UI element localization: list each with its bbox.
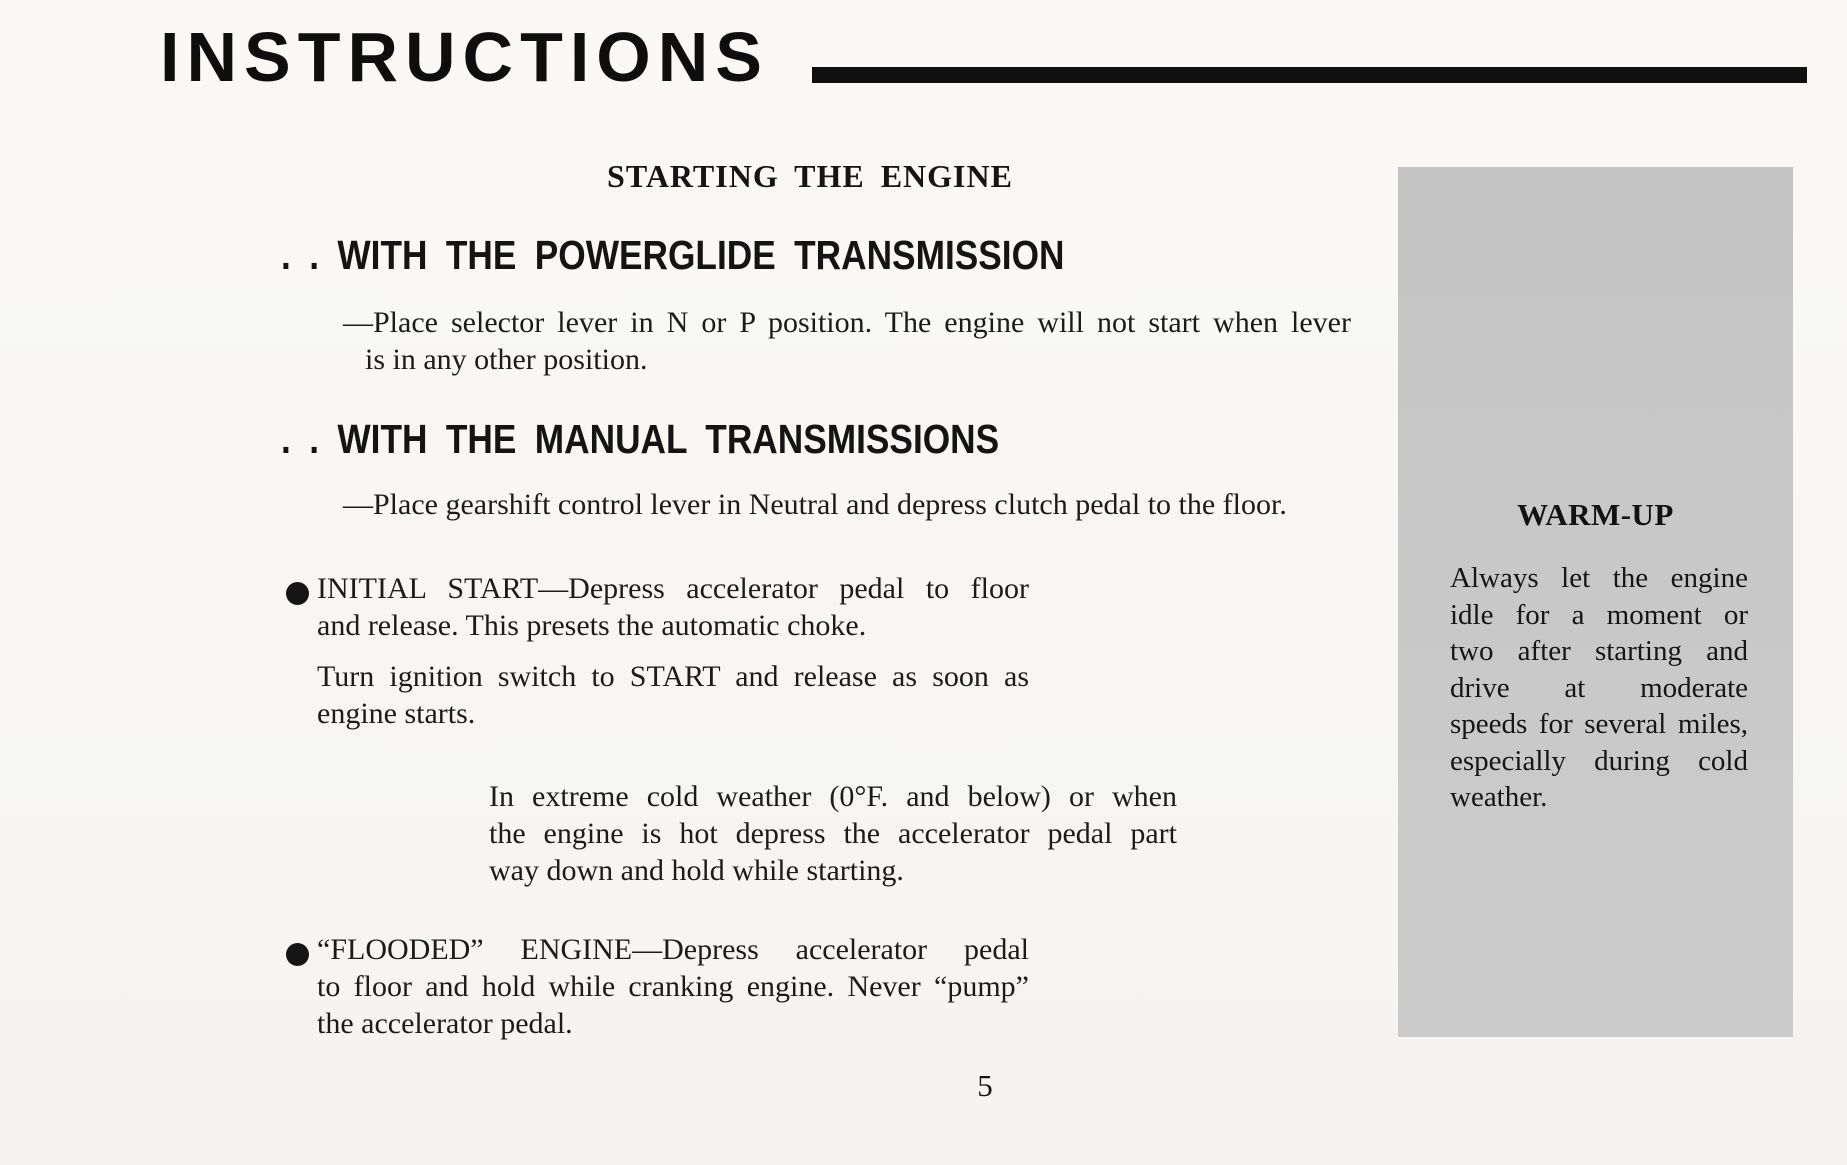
bullet-icon (286, 582, 309, 605)
text-line: two after starting and (1450, 635, 1748, 667)
page-number: 5 (977, 1068, 993, 1103)
text-line: Always let the engine (1450, 562, 1748, 594)
initial-start-item (317, 570, 1029, 644)
text-line: the accelerator pedal. (317, 1007, 573, 1040)
text-line: Turn ignition switch to START and release as soon as (317, 660, 1029, 693)
text-line: engine starts. (317, 697, 476, 730)
text-line: “FLOODED” ENGINE—Depress accelerator pedal (317, 933, 1029, 966)
text-line: —Place gearshift control lever in Neutral and depress clutch pedal to the floor. (343, 488, 1287, 521)
manual-instructions (343, 486, 1353, 523)
flooded-engine-item (317, 931, 1029, 1042)
warmup-sidebar (1398, 167, 1793, 1037)
text-line: is in any other position. (365, 343, 648, 376)
text-line: idle for a moment or (1450, 598, 1748, 631)
powerglide-heading: . . WITH THE POWERGLIDE TRANSMISSION (281, 232, 1065, 278)
text-line: especially during cold (1450, 744, 1748, 777)
manual-heading: . . WITH THE MANUAL TRANSMISSIONS (281, 416, 1000, 462)
text-line: —Place selector lever in N or P position. The engine will not start when lever (343, 306, 1351, 339)
bullet-icon (286, 943, 309, 966)
text-line: to floor and hold while cranking engine. Never “pump” (317, 970, 1029, 1003)
ignition-instructions (317, 658, 1029, 732)
text-line: INITIAL START—Depress accelerator pedal to floor (317, 572, 1029, 605)
text-line: drive at moderate (1450, 671, 1748, 704)
cold-weather-note (489, 778, 1177, 889)
warmup-heading: WARM-UP (1517, 497, 1674, 532)
page-title: INSTRUCTIONS (160, 18, 769, 96)
text-line: the engine is hot depress the accelerator pedal part (489, 817, 1177, 850)
text-line: way down and hold while starting. (489, 854, 904, 887)
text-line: weather. (1450, 781, 1548, 813)
text-line: speeds for several miles, (1450, 708, 1748, 740)
text-line: and release. This presets the automatic choke. (317, 609, 867, 642)
section-title: STARTING THE ENGINE (607, 158, 1013, 194)
title-rule (812, 67, 1807, 83)
text-line: In extreme cold weather (0°F. and below) or when (489, 780, 1177, 813)
powerglide-instructions (343, 304, 1351, 378)
warmup-text (1450, 560, 1748, 816)
